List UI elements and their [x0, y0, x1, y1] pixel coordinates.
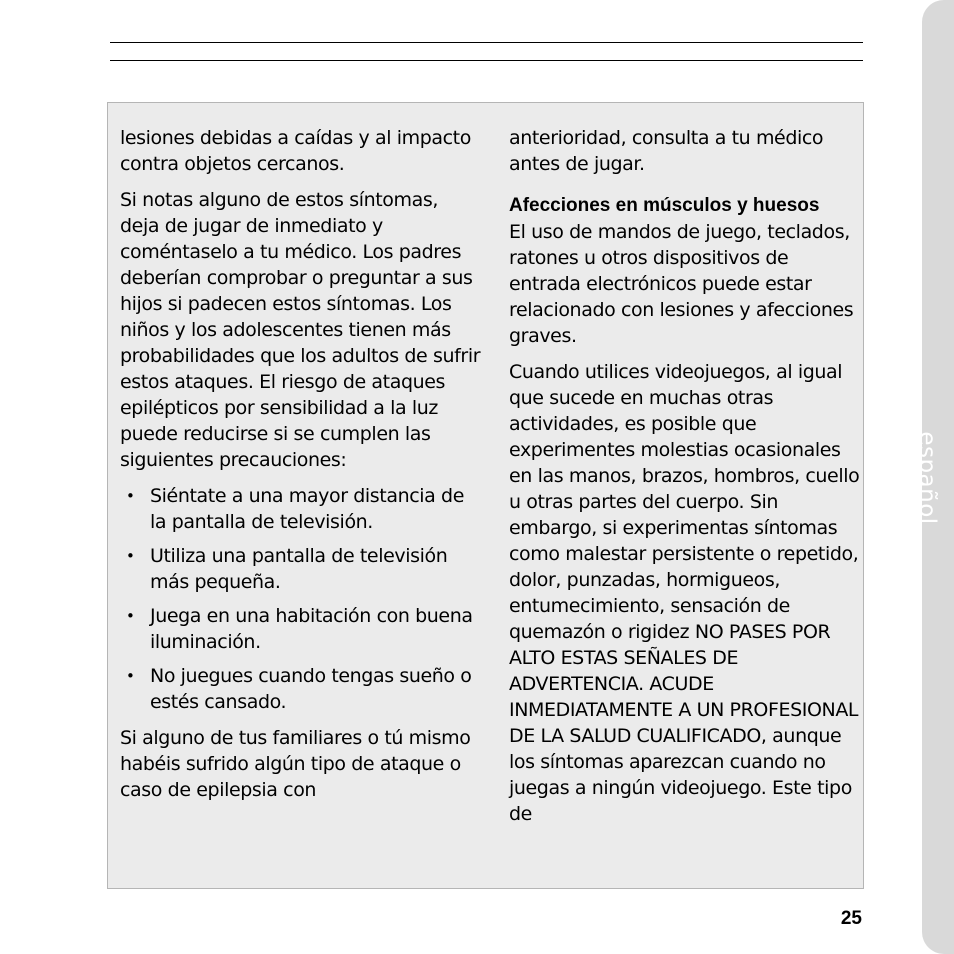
- list-item: [120, 483, 482, 535]
- left-paragraph-2: Si notas alguno de estos síntomas, deja de jugar de inmediato y coméntaselo a tu médico. Los padres deberían comprobar o preguntar a sus hijos si padecen estos síntomas. Los niños y los adolescentes tienen más probabilidades que los adultos de sufrir estos ataques. El riesgo de ataques epilépticos por sensibilidad a la luz puede reducirse si se cumplen las siguientes precauciones:: [120, 189, 481, 471]
- bullet-icon: •: [126, 667, 135, 685]
- bullet-icon: •: [126, 607, 135, 625]
- left-column: [120, 125, 482, 813]
- left-paragraph-3: Si alguno de tus familiares o tú mismo habéis sufrido algún tipo de ataque o caso de epilepsia con: [120, 727, 471, 801]
- list-item-text: Siéntate a una mayor distancia de la pantalla de televisión.: [150, 485, 464, 533]
- right-paragraph-2: El uso de mandos de juego, teclados, ratones u otros dispositivos de entrada electrónicos puede estar relacionado con lesiones y afecciones graves.: [509, 221, 854, 347]
- precautions-list: [120, 483, 482, 715]
- right-paragraph-1: anterioridad, consulta a tu médico antes de jugar.: [509, 127, 824, 175]
- header-rule-top: [110, 42, 863, 43]
- bullet-icon: •: [126, 487, 135, 505]
- language-side-tab-label: español: [914, 431, 940, 525]
- bullet-icon: •: [126, 547, 135, 565]
- right-paragraph-3: Cuando utilices videojuegos, al igual que sucede en muchas otras actividades, es posible que experimentes molestias ocasionales en las manos, brazos, hombros, cuello u otras partes del cuerpo. Sin embargo, si experimentas síntomas como malestar persistente o repetido, dolor, punzadas, hormigueos, entumecimiento, sensación de quemazón o rigidez NO PASES POR ALTO ESTAS SEÑALES DE ADVERTENCIA. ACUDE INMEDIATAMENTE A UN PROFESIONAL DE LA SALUD CUALIFICADO, aunque los síntomas aparezcan cuando no juegas a ningún videojuego. Este tipo de: [509, 361, 860, 825]
- section-heading: Afecciones en músculos y huesos: [509, 195, 820, 216]
- header-rule-bottom: [110, 60, 863, 61]
- right-column: [509, 125, 861, 837]
- list-item: [120, 543, 482, 595]
- list-item-text: No juegues cuando tengas sueño o estés cansado.: [150, 665, 472, 713]
- list-item-text: Juega en una habitación con buena iluminación.: [150, 605, 473, 653]
- health-warning-panel: [107, 102, 864, 889]
- list-item: [120, 603, 482, 655]
- list-item: [120, 663, 482, 715]
- page-number: 25: [840, 908, 862, 929]
- list-item-text: Utiliza una pantalla de televisión más pequeña.: [150, 545, 448, 593]
- left-paragraph-1: lesiones debidas a caídas y al impacto contra objetos cercanos.: [120, 127, 471, 175]
